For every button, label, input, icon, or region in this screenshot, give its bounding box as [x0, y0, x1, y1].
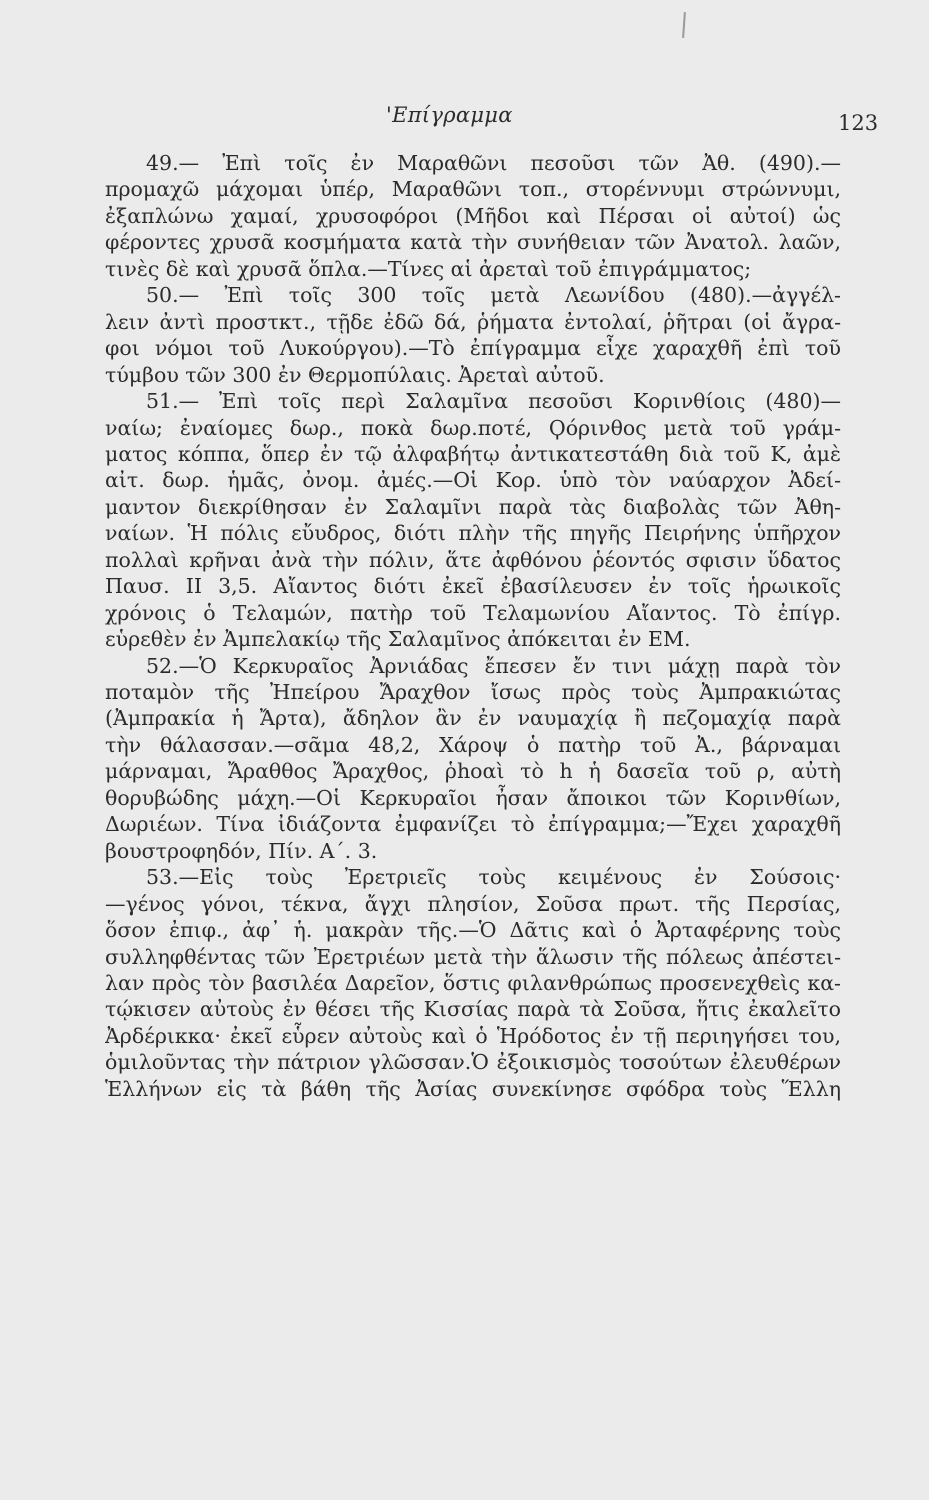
text-line: ναίων. Ἡ πόλις εὔυδρος, διότι πλὴν τῆς πηγῆς Πειρήνης ὑπῆρχον	[105, 521, 841, 546]
text-line: μαντον διεκρίθησαν ἐν Σαλαμῖνι παρὰ τὰς διαβολὰς τῶν Ἀθη-	[105, 494, 841, 519]
text-line: Ἀρδέρικκα· ἐκεῖ εὗρεν αὐτοὺς καὶ ὁ Ἡρόδοτος ἐν τῇ περιηγήσει του,	[105, 1023, 841, 1048]
text-line: χρόνοις ὁ Τελαμών, πατὴρ τοῦ Τελαμωνίου Αἴαντος. Τὸ ἐπίγρ.	[105, 600, 841, 625]
text-line: ὁμιλοῦντας τὴν πάτριον γλῶσσαν.Ὁ ἐξοικισμὸς τοσούτων ἐλευθέρων	[105, 1050, 841, 1075]
text-line: θορυβώδης μάχη.—Οἱ Κερκυραῖοι ἦσαν ἄποικοι τῶν Κορινθίων,	[105, 785, 841, 810]
running-header-title: 'Επίγραμμα	[386, 103, 513, 127]
text-line: ἐξαπλώνω χαμαί, χρυσοφόροι (Μῆδοι καὶ Πέρσαι οἱ αὐτοί) ὡς	[105, 203, 841, 228]
text-line: ποταμὸν τῆς Ἠπείρου Ἄραχθον ἴσως πρὸς τοὺς Ἀμπρακιώτας	[105, 680, 841, 704]
text-line: 50.— Ἐπὶ τοῖς 300 τοῖς μετὰ Λεωνίδου (480).—ἀγγέλ-	[146, 283, 841, 308]
text-line: Δωριέων. Τίνα ἰδιάζοντα ἐμφανίζει τὸ ἐπίγραμμα;—Ἔχει χαραχθῆ	[105, 812, 841, 837]
text-line: εὑρεθὲν ἐν Ἀμπελακίῳ τῆς Σαλαμῖνος ἀπόκειται ἐν ΕΜ.	[105, 627, 691, 652]
text-line: Παυσ. ΙΙ 3,5. Αἴαντος διότι ἐκεῖ ἐβασίλευσεν ἐν τοῖς ἡρωικοῖς	[105, 574, 841, 599]
text-line: (Ἀμπρακία ἡ Ἄρτα), ἄδηλον ἂν ἐν ναυμαχίᾳ ἢ πεζομαχίᾳ παρὰ	[105, 706, 841, 731]
text-line: μάρναμαι, Ἄραθθος Ἄραχθος, ῥhoαὶ τὸ h ἡ δασεῖα τοῦ ρ, αὐτὴ	[105, 759, 841, 784]
text-line: 49.— Ἐπὶ τοῖς ἐν Μαραθῶνι πεσοῦσι τῶν Ἀθ. (490).—	[146, 151, 841, 175]
text-line: φέροντες χρυσᾶ κοσμήματα κατὰ τὴν συνήθειαν τῶν Ἀνατολ. λαῶν,	[105, 230, 841, 255]
text-line: προμαχῶ μάχομαι ὑπέρ, Μαραθῶνι τοπ., στορέννυμι στρώννυμι,	[105, 177, 841, 202]
page-number: 123	[838, 111, 879, 135]
text-line: λειν ἀντὶ προστκτ., τῇδε ἐδῶ δά, ῥήματα ἐντολαί, ῥῆτραι (οἱ ἄγρα-	[105, 309, 841, 334]
text-line: λαν πρὸς τὸν βασιλέα Δαρεῖον, ὅστις φιλανθρώπως προσενεχθεὶς κα-	[105, 970, 841, 995]
text-line: τύμβου τῶν 300 ἐν Θερμοπύλαις. Ἀρεταὶ αὐτοῦ.	[105, 362, 605, 387]
text-line: φοι νόμοι τοῦ Λυκούργου).—Τὸ ἐπίγραμμα εἶχε χαραχθῆ ἐπὶ τοῦ	[105, 336, 841, 361]
text-line: τὴν θάλασσαν.—σᾶμα 48,2, Χάροψ ὁ πατὴρ τοῦ Ἀ., βάρναμαι	[105, 732, 841, 757]
text-line: Ἑλλήνων εἰς τὰ βάθη τῆς Ἀσίας συνεκίνησε σφόδρα τοὺς Ἕλλη	[105, 1076, 841, 1101]
text-line: ὅσον ἐπιφ., ἀφ᾽ ἡ. μακρὰν τῆς.—Ὁ Δᾶτις καὶ ὁ Ἀρταφέρνης τοὺς	[105, 918, 841, 942]
text-line: 52.—Ὁ Κερκυραῖος Ἀρνιάδας ἔπεσεν ἔν τινι μάχῃ παρὰ τὸν	[146, 653, 841, 678]
text-line: 51.— Ἐπὶ τοῖς περὶ Σαλαμῖνα πεσοῦσι Κορινθίοις (480)—	[146, 389, 841, 413]
text-line: 53.—Εἰς τοὺς Ἐρετριεῖς τοὺς κειμένους ἐν Σούσοις·	[146, 865, 841, 890]
text-line: τῴκισεν αὐτοὺς ἐν θέσει τῆς Κισσίας παρὰ τὰ Σοῦσα, ἥτις ἐκαλεῖτο	[105, 997, 841, 1022]
text-line: —γένος γόνοι, τέκνα, ἄγχι πλησίον, Σοῦσα πρωτ. τῆς Περσίας,	[105, 891, 841, 916]
text-line: συλληφθέντας τῶν Ἐρετριέων μετὰ τὴν ἅλωσιν τῆς πόλεως ἀπέστει-	[105, 944, 841, 969]
ink-mark	[682, 12, 686, 38]
text-line: ναίω; ἐναίομες δωρ., ποκὰ δωρ.ποτέ, Ϙόρινθος μετὰ τοῦ γράμ-	[105, 415, 841, 440]
text-line: ματος κόππα, ὅπερ ἐν τῷ ἀλφαβήτῳ ἀντικατεστάθη διὰ τοῦ Κ, ἀμὲ	[105, 441, 841, 466]
text-line: αἰτ. δωρ. ἡμᾶς, ὀνομ. ἀμές.—Οἱ Κορ. ὑπὸ τὸν ναύαρχον Ἀδεί-	[105, 468, 841, 493]
text-line: βουστροφηδόν, Πίν. Α΄. 3.	[105, 838, 378, 863]
text-line: τινὲς δὲ καὶ χρυσᾶ ὅπλα.—Τίνες αἱ ἀρεταὶ τοῦ ἐπιγράμματος;	[105, 256, 752, 281]
text-line: πολλαὶ κρῆναι ἀνὰ τὴν πόλιν, ἅτε ἀφθόνου ῥέοντός σφισιν ὕδατος	[105, 547, 841, 572]
